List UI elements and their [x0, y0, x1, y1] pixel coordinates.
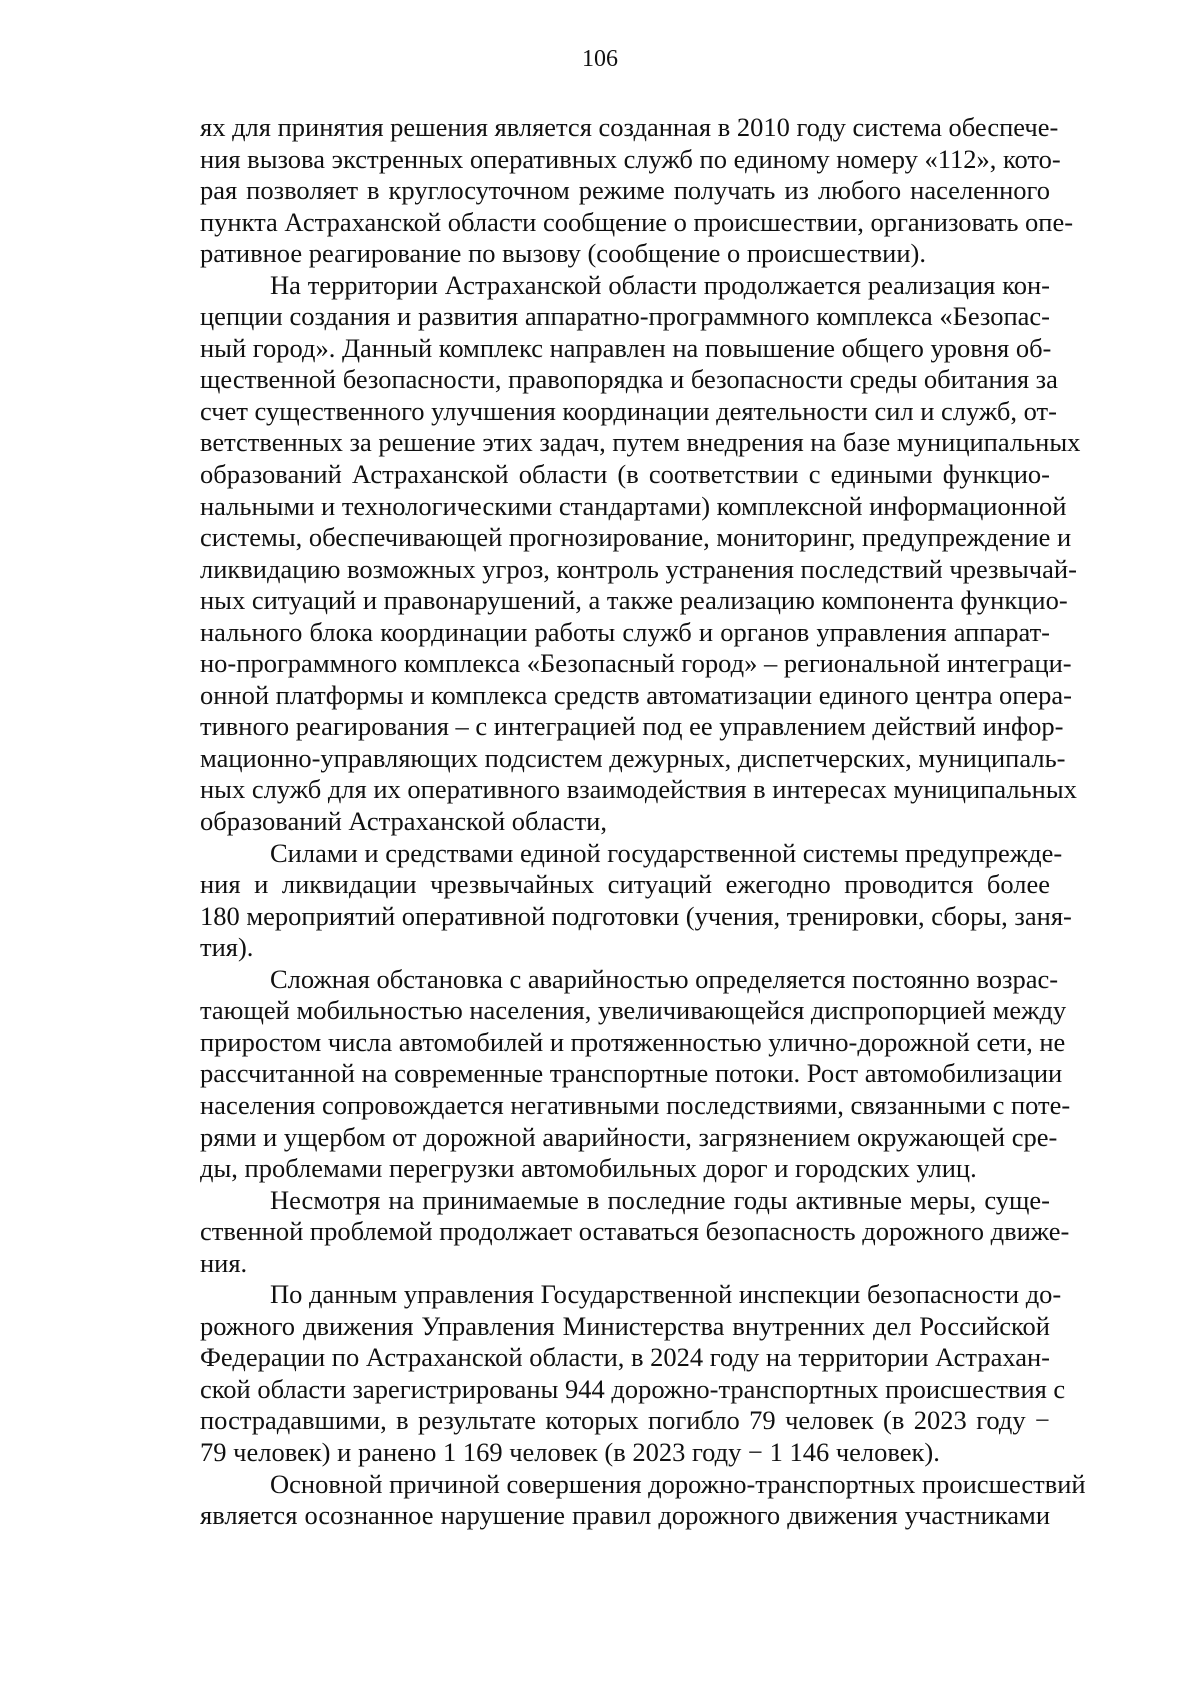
paragraph-first-line: На территории Астраханской области продолжается реализация кон-: [270, 269, 1050, 300]
text-line: 79 человек) и ранено 1 169 человек (в 2023 году − 1 146 человек).: [200, 1436, 940, 1467]
text-line: мационно-управляющих подсистем дежурных, диспетчерских, муниципаль-: [200, 742, 1066, 773]
text-line: ветственных за решение этих задач, путем внедрения на базе муниципальных: [200, 427, 1081, 458]
text-line: населения сопровождается негативными последствиями, связанными с поте-: [200, 1089, 1071, 1120]
text-line: тающей мобильностью населения, увеличивающейся диспропорцией между: [200, 995, 1067, 1026]
text-line: нальными и технологическими стандартами) комплексной информационной: [200, 490, 1067, 521]
text-line: онной платформы и комплекса средств автоматизации единого центра опера-: [200, 679, 1073, 710]
text-line: ных служб для их оперативного взаимодействия в интересах муниципальных: [200, 774, 1077, 805]
text-line: образований Астраханской области,: [200, 806, 607, 837]
paragraph-first-line: Силами и средствами единой государственной системы предупрежде-: [270, 837, 1063, 868]
text-line: рожного движения Управления Министерства внутренних дел Российской: [200, 1310, 1050, 1341]
text-line: счет существенного улучшения координации деятельности сил и служб, от-: [200, 395, 1057, 426]
text-line: рая позволяет в круглосуточном режиме получать из любого населенного: [200, 175, 1050, 206]
text-line: цепции создания и развития аппаратно-программного комплекса «Безопас-: [200, 301, 1050, 332]
text-line: ской области зарегистрированы 944 дорожно-транспортных происшествия с: [200, 1373, 1066, 1404]
text-line: образований Астраханской области (в соответствии с едиными функцио-: [200, 459, 1050, 490]
text-line: ния.: [200, 1247, 248, 1278]
text-line: ративное реагирование по вызову (сообщение о происшествии).: [200, 238, 926, 269]
text-line: Федерации по Астраханской области, в 2024 году на территории Астрахан-: [200, 1342, 1050, 1373]
text-line: тия).: [200, 932, 254, 963]
text-line: рями и ущербом от дорожной аварийности, загрязнением окружающей сре-: [200, 1121, 1058, 1152]
paragraph-first-line: Основной причиной совершения дорожно-транспортных происшествий: [270, 1468, 1086, 1499]
text-line: ственной проблемой продолжает оставаться безопасность дорожного движе-: [200, 1216, 1070, 1247]
text-line: пункта Астраханской области сообщение о происшествии, организовать опе-: [200, 206, 1074, 237]
page-number: 106: [582, 46, 618, 72]
text-line: ликвидацию возможных угроз, контроль устранения последствий чрезвычай-: [200, 553, 1077, 584]
paragraph-first-line: Несмотря на принимаемые в последние годы активные меры, суще-: [270, 1184, 1050, 1215]
text-line: тивного реагирования – с интеграцией под ее управлением действий инфор-: [200, 711, 1064, 742]
text-line: пострадавшими, в результате которых погибло 79 человек (в 2023 году −: [200, 1405, 1050, 1436]
document-body: [200, 112, 1086, 1532]
text-line: 180 мероприятий оперативной подготовки (учения, тренировки, сборы, заня-: [200, 900, 1072, 931]
text-line: ный город». Данный комплекс направлен на повышение общего уровня об-: [200, 332, 1052, 363]
text-line: ния вызова экстренных оперативных служб по единому номеру «112», кото-: [200, 143, 1061, 174]
paragraph-first-line: Сложная обстановка с аварийностью определяется постоянно возрас-: [270, 963, 1059, 994]
text-line: ных ситуаций и правонарушений, а также реализацию компонента функцио-: [200, 585, 1068, 616]
text-line: но-программного комплекса «Безопасный город» – региональной интеграци-: [200, 648, 1072, 679]
text-line: является осознанное нарушение правил дорожного движения участниками: [200, 1500, 1050, 1531]
text-line: ях для принятия решения является созданная в 2010 году система обеспече-: [200, 112, 1059, 142]
text-line: рассчитанной на современные транспортные потоки. Рост автомобилизации: [200, 1058, 1063, 1089]
text-line: щественной безопасности, правопорядка и безопасности среды обитания за: [200, 364, 1058, 395]
text-line: нального блока координации работы служб и органов управления аппарат-: [200, 616, 1050, 647]
text-line: системы, обеспечивающей прогнозирование, мониторинг, предупреждение и: [200, 522, 1072, 553]
paragraph-first-line: По данным управления Государственной инспекции безопасности до-: [270, 1279, 1062, 1310]
text-line: ды, проблемами перегрузки автомобильных дорог и городских улиц.: [200, 1153, 977, 1184]
text-line: ния и ликвидации чрезвычайных ситуаций ежегодно проводится более: [200, 869, 1050, 900]
text-line: приростом числа автомобилей и протяженностью улично-дорожной сети, не: [200, 1026, 1066, 1057]
